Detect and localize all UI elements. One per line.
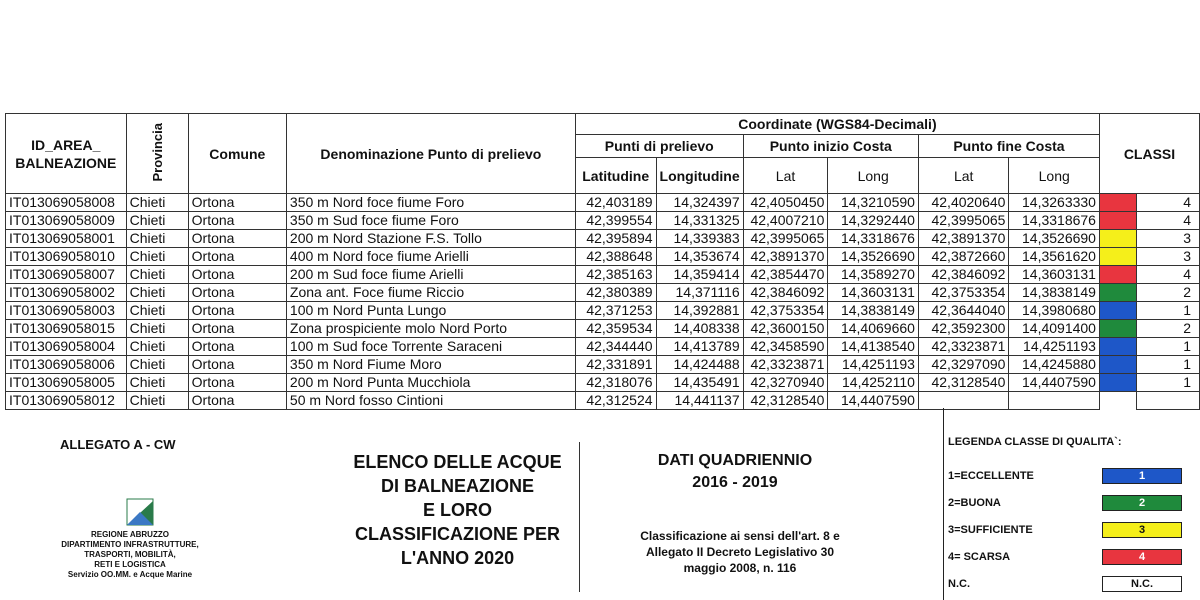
cell-latitudine: 42,312524 bbox=[575, 392, 656, 410]
cell-lat-inizio: 42,3128540 bbox=[743, 392, 828, 410]
cell-longitudine: 14,413789 bbox=[656, 338, 743, 356]
cell-long-inizio: 14,4251193 bbox=[828, 356, 919, 374]
cell-provincia: Chieti bbox=[126, 320, 188, 338]
cell-long-inizio: 14,3292440 bbox=[828, 212, 919, 230]
header-punti-prelievo: Punti di prelievo bbox=[575, 135, 743, 158]
cell-id: IT013069058015 bbox=[6, 320, 127, 338]
cell-longitudine: 14,353674 bbox=[656, 248, 743, 266]
cell-denominazione: Zona ant. Foce fiume Riccio bbox=[286, 284, 575, 302]
classif-line: Classificazione ai sensi dell'art. 8 e bbox=[640, 529, 840, 543]
cell-long-inizio: 14,3838149 bbox=[828, 302, 919, 320]
cell-provincia: Chieti bbox=[126, 212, 188, 230]
cell-lat-inizio: 42,3600150 bbox=[743, 320, 828, 338]
regione-abruzzo-logo bbox=[100, 498, 180, 526]
class-color-swatch bbox=[1099, 284, 1136, 302]
legend-title: LEGENDA CLASSE DI QUALITA`: bbox=[948, 436, 1122, 448]
cell-latitudine: 42,371253 bbox=[575, 302, 656, 320]
cell-lat-inizio: 42,3995065 bbox=[743, 230, 828, 248]
cell-denominazione: 100 m Nord Punta Lungo bbox=[286, 302, 575, 320]
table-body bbox=[6, 194, 1200, 410]
cell-longitudine: 14,408338 bbox=[656, 320, 743, 338]
cell-long-fine: 14,3561620 bbox=[1009, 248, 1100, 266]
cell-long-fine: 14,4251193 bbox=[1009, 338, 1100, 356]
cell-denominazione: 200 m Nord Stazione F.S. Tollo bbox=[286, 230, 575, 248]
class-color-swatch bbox=[1099, 248, 1136, 266]
cell-lat-inizio: 42,3846092 bbox=[743, 284, 828, 302]
bathing-water-table bbox=[5, 113, 1200, 410]
dati-line: DATI QUADRIENNIO bbox=[657, 452, 813, 469]
cell-comune: Ortona bbox=[188, 338, 286, 356]
header-long-fine: Long bbox=[1009, 158, 1100, 194]
cell-lat-fine: 42,3891370 bbox=[918, 230, 1009, 248]
header-comune: Comune bbox=[188, 114, 286, 194]
cell-id: IT013069058009 bbox=[6, 212, 127, 230]
class-value: 4 bbox=[1137, 212, 1200, 230]
legend-swatch: 3 bbox=[1102, 522, 1182, 538]
cell-comune: Ortona bbox=[188, 356, 286, 374]
cell-id: IT013069058006 bbox=[6, 356, 127, 374]
org-line: RETI E LOGISTICA bbox=[94, 560, 166, 569]
divider bbox=[579, 442, 586, 592]
class-value: 1 bbox=[1137, 374, 1200, 392]
title-line: CLASSIFICAZIONE PER bbox=[354, 524, 560, 544]
cell-denominazione: 200 m Sud foce fiume Arielli bbox=[286, 266, 575, 284]
class-value: 3 bbox=[1137, 248, 1200, 266]
cell-longitudine: 14,441137 bbox=[656, 392, 743, 410]
header-denominazione: Denominazione Punto di prelievo bbox=[286, 114, 575, 194]
cell-id: IT013069058008 bbox=[6, 194, 127, 212]
cell-long-inizio: 14,4252110 bbox=[828, 374, 919, 392]
class-color-swatch bbox=[1099, 302, 1136, 320]
table-row bbox=[6, 356, 1200, 374]
header-long-inizio: Long bbox=[828, 158, 919, 194]
cell-long-inizio: 14,4407590 bbox=[828, 392, 919, 410]
cell-lat-fine: 42,3995065 bbox=[918, 212, 1009, 230]
cell-longitudine: 14,339383 bbox=[656, 230, 743, 248]
class-color-swatch bbox=[1099, 392, 1136, 410]
dati-quadriennio bbox=[620, 450, 850, 494]
table-row bbox=[6, 338, 1200, 356]
cell-lat-fine bbox=[918, 392, 1009, 410]
cell-lat-fine: 42,3323871 bbox=[918, 338, 1009, 356]
table-row bbox=[6, 374, 1200, 392]
cell-long-inizio: 14,3318676 bbox=[828, 230, 919, 248]
cell-denominazione: 400 m Nord foce fiume Arielli bbox=[286, 248, 575, 266]
org-line: Servizio OO.MM. e Acque Marine bbox=[67, 570, 193, 579]
cell-long-fine: 14,3980680 bbox=[1009, 302, 1100, 320]
cell-long-fine: 14,4407590 bbox=[1009, 374, 1100, 392]
cell-lat-inizio: 42,3854470 bbox=[743, 266, 828, 284]
legend-swatch: 2 bbox=[1102, 495, 1182, 511]
cell-id: IT013069058007 bbox=[6, 266, 127, 284]
cell-lat-inizio: 42,4050450 bbox=[743, 194, 828, 212]
table-row bbox=[6, 212, 1200, 230]
regione-abruzzo-emblem-icon bbox=[126, 498, 154, 526]
cell-comune: Ortona bbox=[188, 194, 286, 212]
table-row bbox=[6, 392, 1200, 410]
class-value: 1 bbox=[1137, 338, 1200, 356]
legend-label: 3=SUFFICIENTE bbox=[948, 524, 1033, 536]
cell-longitudine: 14,435491 bbox=[656, 374, 743, 392]
title-line: L'ANNO 2020 bbox=[400, 548, 515, 568]
cell-latitudine: 42,395894 bbox=[575, 230, 656, 248]
legend-swatch: 4 bbox=[1102, 549, 1182, 565]
legend-swatch: N.C. bbox=[1102, 576, 1182, 592]
class-color-swatch bbox=[1099, 212, 1136, 230]
cell-id: IT013069058010 bbox=[6, 248, 127, 266]
class-color-swatch bbox=[1099, 374, 1136, 392]
cell-latitudine: 42,399554 bbox=[575, 212, 656, 230]
cell-long-fine: 14,3318676 bbox=[1009, 212, 1100, 230]
cell-denominazione: 50 m Nord fosso Cintioni bbox=[286, 392, 575, 410]
title-line: DI BALNEAZIONE bbox=[381, 476, 534, 496]
class-value bbox=[1137, 392, 1200, 410]
cell-lat-fine: 42,3846092 bbox=[918, 266, 1009, 284]
cell-lat-inizio: 42,3270940 bbox=[743, 374, 828, 392]
cell-longitudine: 14,324397 bbox=[656, 194, 743, 212]
class-value: 1 bbox=[1137, 356, 1200, 374]
title-line: E LORO bbox=[422, 500, 492, 520]
classif-line: maggio 2008, n. 116 bbox=[683, 561, 797, 575]
table-row bbox=[6, 302, 1200, 320]
allegato-label: ALLEGATO A - CW bbox=[60, 437, 176, 452]
cell-latitudine: 42,344440 bbox=[575, 338, 656, 356]
cell-long-fine: 14,4245880 bbox=[1009, 356, 1100, 374]
header-punto-inizio: Punto inizio Costa bbox=[743, 135, 918, 158]
class-color-swatch bbox=[1099, 194, 1136, 212]
cell-longitudine: 14,424488 bbox=[656, 356, 743, 374]
legend-label: 2=BUONA bbox=[948, 497, 1001, 509]
table-row bbox=[6, 230, 1200, 248]
cell-long-inizio: 14,3526690 bbox=[828, 248, 919, 266]
title-line: ELENCO DELLE ACQUE bbox=[353, 452, 562, 472]
org-line: DIPARTIMENTO INFRASTRUTTURE, bbox=[61, 540, 199, 549]
cell-comune: Ortona bbox=[188, 392, 286, 410]
cell-long-fine bbox=[1009, 392, 1100, 410]
cell-id: IT013069058002 bbox=[6, 284, 127, 302]
header-classi: CLASSI bbox=[1099, 114, 1199, 194]
legend-label: N.C. bbox=[948, 578, 970, 590]
cell-id: IT013069058005 bbox=[6, 374, 127, 392]
organization-block bbox=[55, 530, 205, 580]
class-value: 3 bbox=[1137, 230, 1200, 248]
cell-lat-fine: 42,3297090 bbox=[918, 356, 1009, 374]
legend-divider bbox=[943, 408, 944, 600]
cell-longitudine: 14,371116 bbox=[656, 284, 743, 302]
cell-long-inizio: 14,4069660 bbox=[828, 320, 919, 338]
cell-denominazione: 350 m Nord foce fiume Foro bbox=[286, 194, 575, 212]
cell-comune: Ortona bbox=[188, 230, 286, 248]
cell-long-inizio: 14,3603131 bbox=[828, 284, 919, 302]
cell-provincia: Chieti bbox=[126, 266, 188, 284]
header-coordinate: Coordinate (WGS84-Decimali) bbox=[575, 114, 1099, 135]
cell-lat-fine: 42,3592300 bbox=[918, 320, 1009, 338]
cell-comune: Ortona bbox=[188, 284, 286, 302]
cell-latitudine: 42,385163 bbox=[575, 266, 656, 284]
legend-label: 1=ECCELLENTE bbox=[948, 470, 1034, 482]
cell-longitudine: 14,392881 bbox=[656, 302, 743, 320]
table-row bbox=[6, 320, 1200, 338]
cell-lat-inizio: 42,3891370 bbox=[743, 248, 828, 266]
cell-comune: Ortona bbox=[188, 266, 286, 284]
class-value: 2 bbox=[1137, 284, 1200, 302]
cell-id: IT013069058003 bbox=[6, 302, 127, 320]
class-value: 2 bbox=[1137, 320, 1200, 338]
cell-long-fine: 14,3263330 bbox=[1009, 194, 1100, 212]
cell-latitudine: 42,403189 bbox=[575, 194, 656, 212]
cell-latitudine: 42,388648 bbox=[575, 248, 656, 266]
cell-provincia: Chieti bbox=[126, 248, 188, 266]
cell-long-fine: 14,3526690 bbox=[1009, 230, 1100, 248]
cell-latitudine: 42,318076 bbox=[575, 374, 656, 392]
classif-line: Allegato II Decreto Legislativo 30 bbox=[645, 545, 835, 559]
cell-lat-fine: 42,3872660 bbox=[918, 248, 1009, 266]
class-value: 1 bbox=[1137, 302, 1200, 320]
cell-lat-inizio: 42,3458590 bbox=[743, 338, 828, 356]
header-lat-fine: Lat bbox=[918, 158, 1009, 194]
cell-comune: Ortona bbox=[188, 374, 286, 392]
cell-long-inizio: 14,3589270 bbox=[828, 266, 919, 284]
table-row bbox=[6, 284, 1200, 302]
header-latitudine: Latitudine bbox=[575, 158, 656, 194]
table-row bbox=[6, 194, 1200, 212]
header-longitudine: Longitudine bbox=[656, 158, 743, 194]
cell-denominazione: 350 m Sud foce fiume Foro bbox=[286, 212, 575, 230]
cell-denominazione: Zona prospiciente molo Nord Porto bbox=[286, 320, 575, 338]
table-row bbox=[6, 266, 1200, 284]
cell-lat-fine: 42,3128540 bbox=[918, 374, 1009, 392]
cell-lat-fine: 42,4020640 bbox=[918, 194, 1009, 212]
legend-label: 4= SCARSA bbox=[948, 551, 1011, 563]
class-value: 4 bbox=[1137, 194, 1200, 212]
cell-id: IT013069058001 bbox=[6, 230, 127, 248]
cell-comune: Ortona bbox=[188, 248, 286, 266]
cell-long-fine: 14,3838149 bbox=[1009, 284, 1100, 302]
cell-id: IT013069058012 bbox=[6, 392, 127, 410]
cell-denominazione: 100 m Sud foce Torrente Saraceni bbox=[286, 338, 575, 356]
class-color-swatch bbox=[1099, 230, 1136, 248]
cell-long-fine: 14,4091400 bbox=[1009, 320, 1100, 338]
class-color-swatch bbox=[1099, 338, 1136, 356]
cell-provincia: Chieti bbox=[126, 194, 188, 212]
cell-long-fine: 14,3603131 bbox=[1009, 266, 1100, 284]
cell-longitudine: 14,331325 bbox=[656, 212, 743, 230]
org-line: REGIONE ABRUZZO bbox=[91, 530, 169, 539]
cell-long-inizio: 14,4138540 bbox=[828, 338, 919, 356]
header-id-area: ID_AREA_ BALNEAZIONE bbox=[6, 114, 127, 194]
legend-swatch: 1 bbox=[1102, 468, 1182, 484]
cell-provincia: Chieti bbox=[126, 392, 188, 410]
cell-denominazione: 200 m Nord Punta Mucchiola bbox=[286, 374, 575, 392]
class-color-swatch bbox=[1099, 356, 1136, 374]
classification-note bbox=[610, 528, 870, 576]
cell-longitudine: 14,359414 bbox=[656, 266, 743, 284]
org-line: TRASPORTI, MOBILITÀ, bbox=[84, 550, 176, 559]
cell-comune: Ortona bbox=[188, 302, 286, 320]
header-provincia: Provincia bbox=[126, 114, 188, 194]
header-lat-inizio: Lat bbox=[743, 158, 828, 194]
class-color-swatch bbox=[1099, 266, 1136, 284]
class-color-swatch bbox=[1099, 320, 1136, 338]
cell-latitudine: 42,359534 bbox=[575, 320, 656, 338]
cell-provincia: Chieti bbox=[126, 302, 188, 320]
cell-comune: Ortona bbox=[188, 320, 286, 338]
cell-lat-fine: 42,3753354 bbox=[918, 284, 1009, 302]
cell-provincia: Chieti bbox=[126, 338, 188, 356]
cell-latitudine: 42,331891 bbox=[575, 356, 656, 374]
table-row bbox=[6, 248, 1200, 266]
cell-long-inizio: 14,3210590 bbox=[828, 194, 919, 212]
cell-id: IT013069058004 bbox=[6, 338, 127, 356]
class-value: 4 bbox=[1137, 266, 1200, 284]
cell-denominazione: 350 m Nord Fiume Moro bbox=[286, 356, 575, 374]
cell-provincia: Chieti bbox=[126, 284, 188, 302]
cell-lat-inizio: 42,3753354 bbox=[743, 302, 828, 320]
cell-provincia: Chieti bbox=[126, 230, 188, 248]
header-punto-fine: Punto fine Costa bbox=[918, 135, 1099, 158]
dati-line: 2016 - 2019 bbox=[692, 474, 778, 491]
cell-lat-inizio: 42,4007210 bbox=[743, 212, 828, 230]
document-title bbox=[335, 450, 580, 570]
cell-lat-fine: 42,3644040 bbox=[918, 302, 1009, 320]
cell-latitudine: 42,380389 bbox=[575, 284, 656, 302]
cell-provincia: Chieti bbox=[126, 374, 188, 392]
cell-lat-inizio: 42,3323871 bbox=[743, 356, 828, 374]
cell-provincia: Chieti bbox=[126, 356, 188, 374]
cell-comune: Ortona bbox=[188, 212, 286, 230]
